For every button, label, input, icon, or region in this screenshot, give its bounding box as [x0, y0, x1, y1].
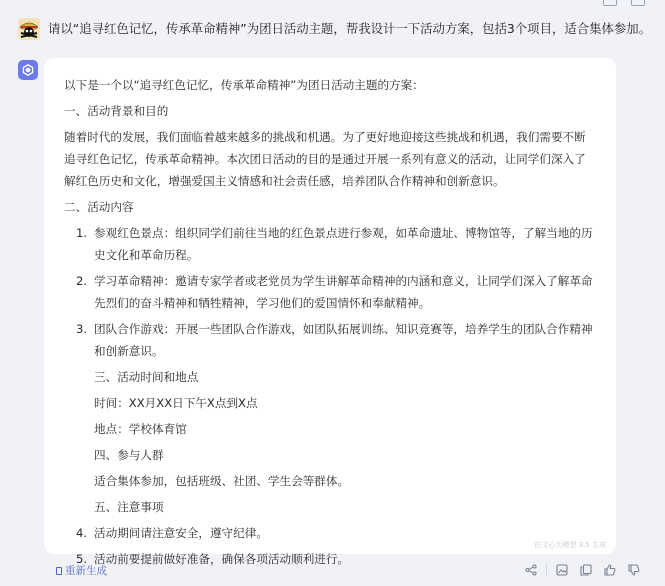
regenerate-button[interactable]	[56, 563, 107, 578]
section-title: 二、活动内容	[64, 200, 134, 214]
answer-intro: 以下是一个以“追寻红色记忆，传承革命精神”为团日活动主题的方案：	[64, 78, 424, 92]
list-item: 2. 学习革命精神：邀请专家学者或老党员为学生讲解革命精神的内涵和意义，让同学们深入了解革命先烈们的奋斗精神和牺牲精神，学习他们的爱国情怀和奉献精神。	[76, 274, 593, 310]
list-item: 3. 团队合作游戏：开展一些团队合作游戏，如团队拓展训练、知识竞赛等，培养学生的团队合作精神和创新意识。	[76, 322, 593, 358]
regenerate-label: 重新生成	[65, 565, 107, 577]
image-icon[interactable]	[553, 561, 571, 579]
list-item: 4. 活动期间请注意安全，遵守纪律。	[76, 526, 268, 540]
answer-card	[44, 58, 616, 566]
top-action-icon[interactable]	[603, 0, 617, 6]
event-place: 地点：学校体育馆	[94, 422, 187, 436]
section-title: 五、注意事项	[94, 500, 164, 514]
list-item: 1. 参观红色景点：组织同学们前往当地的红色景点进行参观，如革命遗址、博物馆等，了解当地的历史文化和革命历程。	[76, 226, 593, 262]
top-action-icon[interactable]	[631, 0, 645, 6]
assistant-avatar	[18, 60, 38, 80]
answer-actions	[516, 561, 643, 579]
section-title: 四、参与人群	[94, 448, 164, 462]
section-title: 三、活动时间和地点	[94, 370, 199, 384]
user-message-text: 请以“追寻红色记忆，传承革命精神”为团日活动主题，帮我设计一下活动方案，包括3个项目，适合集体参加。	[48, 21, 652, 36]
copy-icon[interactable]	[577, 561, 595, 579]
divider	[546, 564, 547, 576]
section-paragraph: 随着时代的发展，我们面临着越来越多的挑战和机遇。为了更好地迎接这些挑战和机遇，我们需要不断追寻红色记忆，传承革命精神。本次团日活动的目的是通过开展一系列有意义的活动，让同学们深入了解红色历史和文化，增强爱国主义情感和社会责任感，培养团队合作精神和创新意识。	[64, 130, 586, 188]
user-avatar	[18, 18, 40, 40]
list-item: 5. 活动前要提前做好准备，确保各项活动顺利进行。	[76, 552, 350, 566]
assistant-logo-icon	[22, 64, 34, 76]
activity-list	[64, 222, 596, 570]
participants-text: 适合集体参加，包括班级、社团、学生会等群体。	[94, 474, 350, 488]
model-watermark: 由文心大模型 3.5 生成	[534, 541, 606, 549]
thumbs-up-icon[interactable]	[601, 561, 619, 579]
answer-footer	[0, 560, 665, 580]
user-message-row	[18, 18, 655, 40]
event-time: 时间：XX月XX日下午X点到X点	[94, 396, 258, 410]
regenerate-icon	[56, 567, 62, 575]
share-icon[interactable]	[522, 561, 540, 579]
section-title: 一、活动背景和目的	[64, 104, 169, 118]
thumbs-down-icon[interactable]	[625, 561, 643, 579]
top-toolbar	[603, 0, 645, 6]
